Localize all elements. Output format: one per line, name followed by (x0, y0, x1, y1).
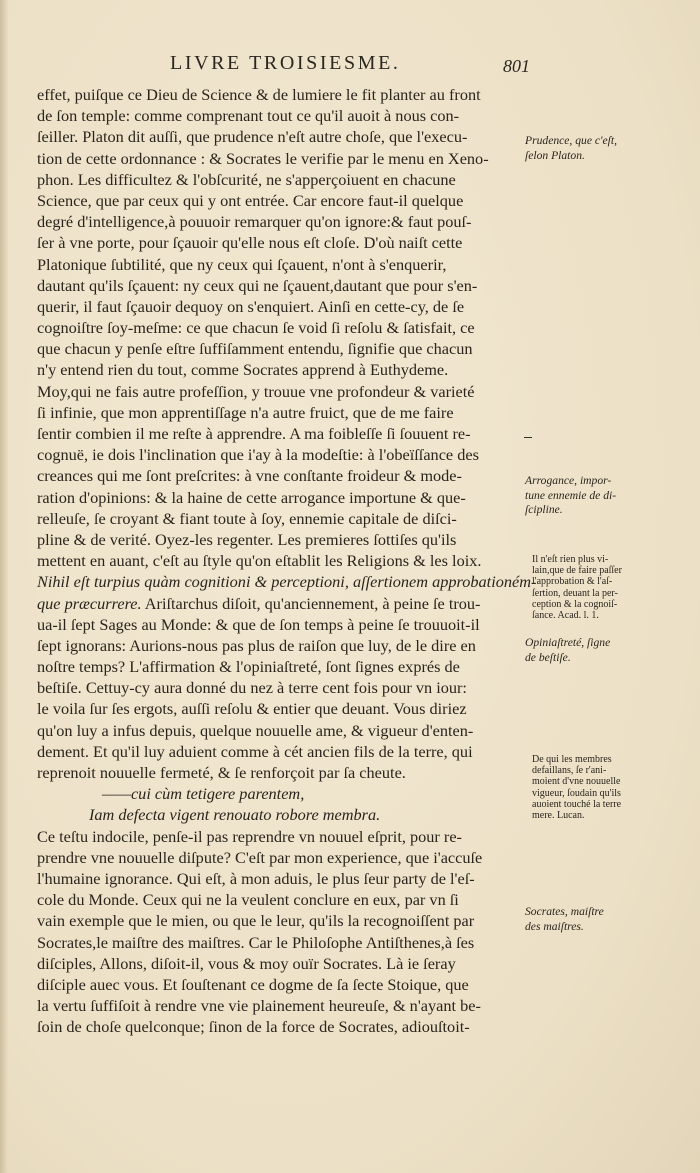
page-gutter (0, 0, 8, 1173)
text-line: effet, puiſque ce Dieu de Science & de lumiere le fit planter au front (37, 85, 481, 104)
text-line: prendre vne nouuelle diſpute? C'eſt par mon experience, que i'accuſe (37, 847, 483, 867)
margin-note-line: auoient touché la terre (532, 798, 622, 810)
text-line: Moy,qui ne fais autre profeſſion, y trouue vne profondeur & varieté (37, 381, 475, 401)
text-line: noſtre temps? L'affirmation & l'opiniaſtreté, ſont ſignes exprés de (37, 657, 460, 677)
text-line: de ſon temple: comme comprenant tout ce qu'il auoit à nous con- (37, 106, 460, 126)
latin-quote-line: Nihil eſt turpius quàm cognitioni & perceptioni, aſſertionem approbationém- (37, 572, 537, 592)
text-line: Platonique ſubtilité, que ny ceux qui ſçauent, n'ont à s'enquerir, (37, 254, 447, 274)
latin-quote-end: que præcurrere. (37, 593, 142, 613)
margin-note-membres (532, 754, 672, 821)
text-line: dautant qu'ils ſçauent: ny ceux qui ne ſçauent,dautant que pour s'en- (37, 275, 478, 295)
text-line: diſciples, Allons, diſoit-il, vous & moy ouïr Socrates. Là ie ſeray (37, 953, 456, 973)
text-line: reprenoit nouuelle fermeté, & ſe renforçoit par ſa cheute. (37, 763, 406, 782)
text-line: beſtiſe. Cettuy-cy aura donné du nez à terre cent fois pour vn iour: (37, 678, 467, 698)
text-line: relleuſe, ſe croyant & fiant toute à ſoy, ennemie capitale de diſci- (37, 508, 457, 528)
text-line: l'humaine ignorance. Qui eſt, à mon aduis, le plus ſeur party de l'eſ- (37, 868, 475, 888)
margin-note-prudence (525, 134, 665, 163)
margin-note-line: moient d'vne nouuelle (532, 776, 621, 788)
margin-note-line: lain,que de faire paſſer (532, 565, 622, 577)
verse-line: Iam defecta vigent renouato robore membra. (89, 805, 381, 825)
margin-note-line: ſertion, deuant la per- (532, 587, 618, 599)
margin-note-line: de beſtiſe. (525, 650, 571, 664)
text-line: dement. Et qu'il luy aduient comme à cét ancien fils de la terre, qui (37, 741, 473, 761)
running-title: LIVRE TROISIESME. (170, 52, 401, 74)
text-line: tion de cette ordonnance : & Socrates le verifie par le menu en Xeno- (37, 148, 489, 168)
latin-tail-text: Ariſtarchus diſoit, qu'anciennement, à peine ſe trou- (144, 593, 481, 613)
text-line: le voila ſur ſes ergots, auſſi reſolu & entier que deuant. Vous diriez (37, 699, 467, 719)
margin-note-line: tune ennemie de di- (525, 488, 617, 502)
margin-note-arrogance (525, 474, 665, 518)
margin-note-line: ception & la cognoiſ- (532, 598, 618, 610)
text-line: cognuë, ie dois l'inclination que i'ay à la modeſtie: à l'obeïſſance des (37, 445, 479, 465)
text-line: ſi infinie, que mon apprentiſſage n'a autre fruict, que de me faire (37, 402, 454, 422)
text-line: ſentir combien il me reſte à apprendre. A ma foibleſſe ſi ſouuent re- (37, 424, 471, 443)
text-line: cole du Monde. Ceux qui ne la veulent conclure en eux, par vn ſi (37, 890, 459, 910)
margin-mark (524, 437, 532, 438)
text-line: Science, que par ceux qui y ont entrée. Car encore faut-il quelque (37, 190, 464, 210)
page-header (0, 52, 700, 80)
page-number: 801 (503, 56, 530, 76)
margin-note-line: l'approbation & l'aſ- (532, 576, 613, 588)
text-line: querir, il faut ſçauoir dequoy on s'enquiert. Ainſi en cette-cy, de ſe (37, 296, 465, 316)
margin-note-line: defaillans, ſe r'ani- (532, 765, 607, 777)
margin-note-opiniastrete (525, 636, 665, 665)
margin-note-line: ſance. Acad. l. 1. (532, 610, 599, 622)
text-line: qu'on luy a infus depuis, quelque nouuelle ame, & vigueur d'enten- (37, 720, 474, 740)
main-text (37, 84, 537, 1037)
text-line: pline & de verité. Oyez-les regenter. Les premieres ſottiſes qu'ils (37, 529, 457, 549)
margin-note-translation (532, 554, 672, 621)
text-line: vain exemple que le mien, ou que le leur, qu'ils la recognoiſſent par (37, 911, 475, 931)
margin-note-line: vigueur, ſoudain qu'ils (532, 787, 621, 799)
text-line: la vertu ſuffiſoit à rendre vne vie plainement heureuſe, & n'ayant be- (37, 996, 481, 1016)
text-line: cognoiſtre ſoy-meſme: ce que chacun ſe void ſi reſolu & ſatisfait, ce (37, 318, 475, 338)
text-line: ſoin de choſe quelconque; ſinon de la force de Socrates, adiouſtoit- (37, 1017, 470, 1037)
text-line: ſer à vne porte, pour ſçauoir qu'elle nous eſt cloſe. D'où naiſt cette (37, 233, 463, 253)
text-line: ſept ignorans: Aurions-nous pas plus de raiſon que luy, de le dire en (37, 635, 476, 655)
text-line: creances qui me ſont preſcrites: à vne conſtante froideur & mode- (37, 466, 462, 486)
margin-note-line: De qui les membres (532, 754, 612, 765)
latin-quote-line-2 (37, 593, 529, 614)
text-line: Socrates,le maiſtre des maiſtres. Car le Philoſophe Antiſthenes,à ſes (37, 932, 475, 952)
margin-note-line: ſelon Platon. (525, 148, 585, 162)
text-line: diſciple auec vous. Et ſouſtenant ce dogme de ſa ſecte Stoique, que (37, 974, 469, 994)
margin-note-line: Socrates, maiſtre (525, 905, 604, 918)
margin-note-line: Arrogance, impor- (525, 474, 612, 487)
margin-note-line: des maiſtres. (525, 919, 584, 933)
margin-note-line: Opiniaſtreté, ſigne (525, 636, 611, 649)
text-line: Ce teſtu indocile, penſe-il pas reprendre vn nouuel eſprit, pour re- (37, 826, 462, 846)
margin-note-line: mere. Lucan. (532, 810, 585, 822)
margin-note-line: Prudence, que c'eſt, (525, 134, 617, 147)
text-line: degré d'intelligence,à pouuoir remarquer qu'on ignore:& faut pouſ- (37, 212, 472, 232)
text-line: mettent en auant, c'eſt au ſtyle qu'on eſtablit les Religions & les loix. (37, 551, 482, 571)
margin-note-line: Il n'eſt rien plus vi- (532, 554, 609, 565)
text-line: phon. Les difficultez & l'obſcurité, ne s'apperçoiuent en chacune (37, 169, 456, 189)
text-line: que chacun y penſe eſtre ſuffiſamment entendu, ſignifie que chacun (37, 339, 473, 359)
margin-note-line: ſcipline. (525, 503, 563, 516)
verse-line: ——cui cùm tetigere parentem, (102, 784, 305, 804)
margin-note-socrates (525, 905, 665, 934)
text-line: n'y entend rien du tout, comme Socrates apprend à Euthydeme. (37, 360, 449, 380)
text-line: ration d'opinions: & la haine de cette arrogance importune & que- (37, 487, 466, 507)
text-line: ſeiller. Platon dit auſſi, que prudence n'eſt autre choſe, que l'execu- (37, 127, 468, 147)
text-line: ua-il ſept Sages au Monde: & que de ſon temps à peine ſe trouuoit-il (37, 614, 480, 634)
